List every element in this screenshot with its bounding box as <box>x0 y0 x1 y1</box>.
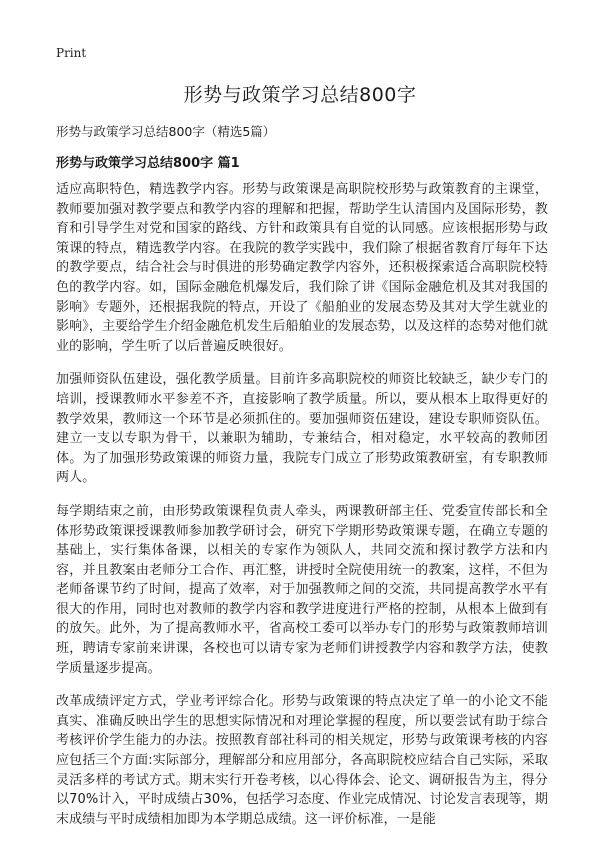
paragraph: 改革成绩评定方式，学业考评综合化。形势与政策课的特点决定了单一的小论文不能真实、准确反映出学生的思想实际情况和对理论掌握的程度，所以要尝试有助于综合考核评价学生能力的办法。按照教育部社科司的相关规定，形势与政策课考核的内容应包括三个方面:实际部分，理解部分和应用部分，各高职院校应结合自己实际，采取灵活多样的考试方式。期末实行开卷考核，以心得体会、论文、调研报告为主，得分以70%计入，平时成绩占30%，包括学习态度、作业完成情况、讨论发言表现等，期末成绩与平时成绩相加即为本学期总成绩。这一评价标准，一是能 <box>56 694 548 827</box>
print-link[interactable]: Print <box>56 46 87 60</box>
section-heading: 形势与政策学习总结800字 篇1 <box>56 156 240 171</box>
paragraph: 加强师资队伍建设，强化教学质量。目前许多高职院校的师资比较缺乏，缺少专门的培训，授课教师水平参差不齐，直接影响了教学质量。所以，要从根本上取得更好的教学效果，教师这一个环节是必须抓住的。要加强师资伍建设，建设专职师资队伍。建立一支以专职为骨干，以兼职为辅助，专兼结合，相对稳定，水平较高的教师团体。为了加强形势政策课的师资力量，我院专门成立了形势政策教研室，有专职教师两人。 <box>56 372 548 486</box>
paragraph: 适应高职特色，精选教学内容。形势与政策课是高职院校形势与政策教育的主课堂，教师要加强对教学要点和教学内容的理解和把握，帮助学生认清国内及国际形势，教育和引导学生对党和国家的路线、方针和政策具有自觉的认同感。应该根据形势与政策课的特点，精选教学内容。在我院的教学实践中，我们除了根据省教育厅每年下达的教学要点，结合社会与时俱进的形势确定教学内容外，还积极探索适合高职院校特色的教学内容。如，国际金融危机爆发后，我们除了讲《国际金融危机及其对我国的影响》专题外，还根据我院的特点，开设了《船舶业的发展态势及其对大学生就业的影响》，主要给学生介绍金融危机发生后船舶业的发展态势，以及这样的态势对他们就业的影响，学生听了以后普遍反映很好。 <box>56 182 548 354</box>
document-title: 形势与政策学习总结800字 <box>183 84 417 106</box>
article-body <box>56 180 548 843</box>
document-subtitle: 形势与政策学习总结800字（精选5篇） <box>56 124 276 139</box>
paragraph: 每学期结束之前，由形势政策课程负责人牵头，两课教研部主任、党委宣传部长和全体形势政策课授课教师参加教学研讨会，研究下学期形势政策课专题，在确立专题的基础上，实行集体备课，以相关的专家作为领队人，共同交流和探讨教学方法和内容，并且教案由老师分工合作、再汇整，讲授时全院使用统一的教案，这样，不但为老师备课节约了时间，提高了效率，对于加强教师之间的交流，共同提高教学水平有很大的作用，同时也对教师的教学内容和教学进度进行严格的控制，从根本上做到有的放矢。此外，为了提高教师水平，省高校工委可以举办专门的形势与政策教师培训班，聘请专家前来讲课，各校也可以请专家为老师们讲授教学内容和教学方法，使教学质量逐步提高。 <box>56 503 548 676</box>
